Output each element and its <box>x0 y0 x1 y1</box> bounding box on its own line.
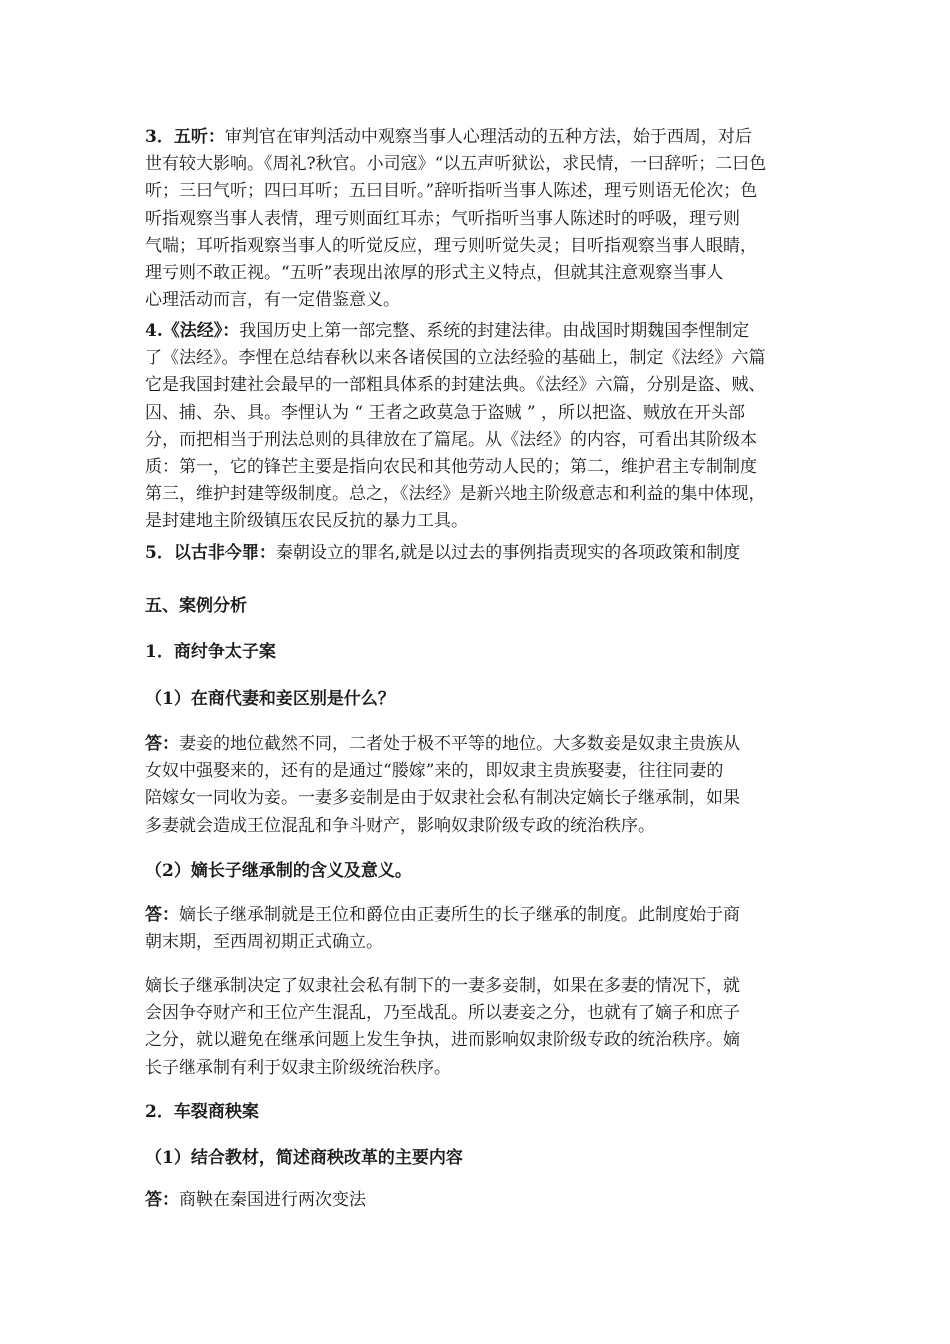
text-line: 心理活动而言，有一定借鉴意义。 <box>145 290 400 311</box>
case-title: 1．商纣争太子案 <box>145 642 276 662</box>
text-line: 世有较大影响。《周礼?秋官。小司寇》“以五声听狱讼，求民情，一曰辞听；二曰色 <box>145 154 767 175</box>
text-line: 它是我国封建社会最早的一部粗具体系的封建法典。《法经》六篇，分别是盗、贼、 <box>145 375 766 396</box>
answer-label: 答： <box>145 905 179 925</box>
text-line: 长子继承制有利于奴隶主阶级统治秩序。 <box>145 1057 451 1078</box>
question-heading: （1）结合教材，简述商秧改革的主要内容 <box>145 1148 463 1168</box>
text-line: 4.《法经》：我国历史上第一部完整、系统的封建法律。由战国时期魏国李悝制定 <box>145 321 750 341</box>
text-line: 答：妻妾的地位截然不同，二者处于极不平等的地位。大多数妾是奴隶主贵族从 <box>145 734 740 754</box>
text-line: 囚、捕、杂、具。李悝认为 “ 王者之政莫急于盗贼 ” ，所以把盗、贼放在开头部 <box>145 402 745 423</box>
answer-block <box>145 1187 825 1214</box>
item-wuting <box>145 124 825 314</box>
text-line: 5．以古非今罪：秦朝设立的罪名,就是以过去的事例指责现实的各项政策和制度 <box>145 543 741 563</box>
text-line: 气喘；耳听指观察当事人的听觉反应，理亏则听觉失灵；目听指观察当事人眼睛， <box>145 235 757 256</box>
term-label: 4.《法经》： <box>145 321 240 341</box>
answer-label: 答： <box>145 734 179 754</box>
question-heading: （1）在商代妻和妾区别是什么？ <box>145 689 395 709</box>
item-yigufeijin <box>145 540 825 567</box>
text-line: 是封建地主阶级镇压农民反抗的暴力工具。 <box>145 511 468 532</box>
text-line: 分，而把相当于刑法总则的具律放在了篇尾。从《法经》的内容，可看出其阶级本 <box>145 429 757 450</box>
answer-block <box>145 902 825 956</box>
term-label: 3．五听： <box>145 127 225 147</box>
text-line: 听；三曰气听；四曰耳听；五曰目听。”辞听指听当事人陈述，理亏则语无伦次；色 <box>145 181 758 202</box>
paragraph <box>145 973 825 1082</box>
text-line: 女奴中强娶来的，还有的是通过“媵嫁”来的，即奴隶主贵族娶妻，往往同妻的 <box>145 761 724 782</box>
text-line: 陪嫁女一同收为妾。一妻多妾制是由于奴隶社会私有制决定嫡长子继承制，如果 <box>145 788 740 809</box>
text-line: 多妻就会造成王位混乱和争斗财产，影响奴隶阶级专政的统治秩序。 <box>145 815 655 836</box>
text-line: 会因争夺财产和王位产生混乱，乃至战乱。所以妻妾之分，也就有了嫡子和庶子 <box>145 1003 740 1024</box>
section-title: 五、案例分析 <box>145 596 247 616</box>
text-line: 了《法经》。李悝在总结春秋以来各诸侯国的立法经验的基础上，制定《法经》六篇 <box>145 348 766 369</box>
item-fajing <box>145 318 825 536</box>
text-line: 质：第一，它的锋芒主要是指向农民和其他劳动人民的；第二，维护君主专制制度 <box>145 457 757 478</box>
text-line: 答：嫡长子继承制就是王位和爵位由正妻所生的长子继承的制度。此制度始于商 <box>145 905 740 925</box>
case-title: 2．车裂商秧案 <box>145 1102 259 1122</box>
text-line: 朝末期，至西周初期正式确立。 <box>145 932 383 953</box>
text-line: 3．五听：审判官在审判活动中观察当事人心理活动的五种方法，始于西周，对后 <box>145 127 752 147</box>
text-line: 第三，维护封建等级制度。总之，《法经》是新兴地主阶级意志和利益的集中体现， <box>145 484 766 505</box>
text-line: 答：商鞅在秦国进行两次变法 <box>145 1190 366 1210</box>
term-label: 5．以古非今罪： <box>145 543 276 563</box>
question-heading: （2）嫡长子继承制的含义及意义。 <box>145 861 412 881</box>
answer-label: 答： <box>145 1190 179 1210</box>
text-line: 理亏则不敢正视。“五听”表现出浓厚的形式主义特点，但就其注意观察当事人 <box>145 263 724 284</box>
text-line: 听指观察当事人表情，理亏则面红耳赤；气听指听当事人陈述时的呼吸，理亏则 <box>145 208 740 229</box>
text-line: 嫡长子继承制决定了奴隶社会私有制下的一妻多妾制，如果在多妻的情况下，就 <box>145 976 740 996</box>
text-line: 之分，就以避免在继承问题上发生争执，进而影响奴隶阶级专政的统治秩序。嫡 <box>145 1030 740 1051</box>
answer-block <box>145 731 825 840</box>
